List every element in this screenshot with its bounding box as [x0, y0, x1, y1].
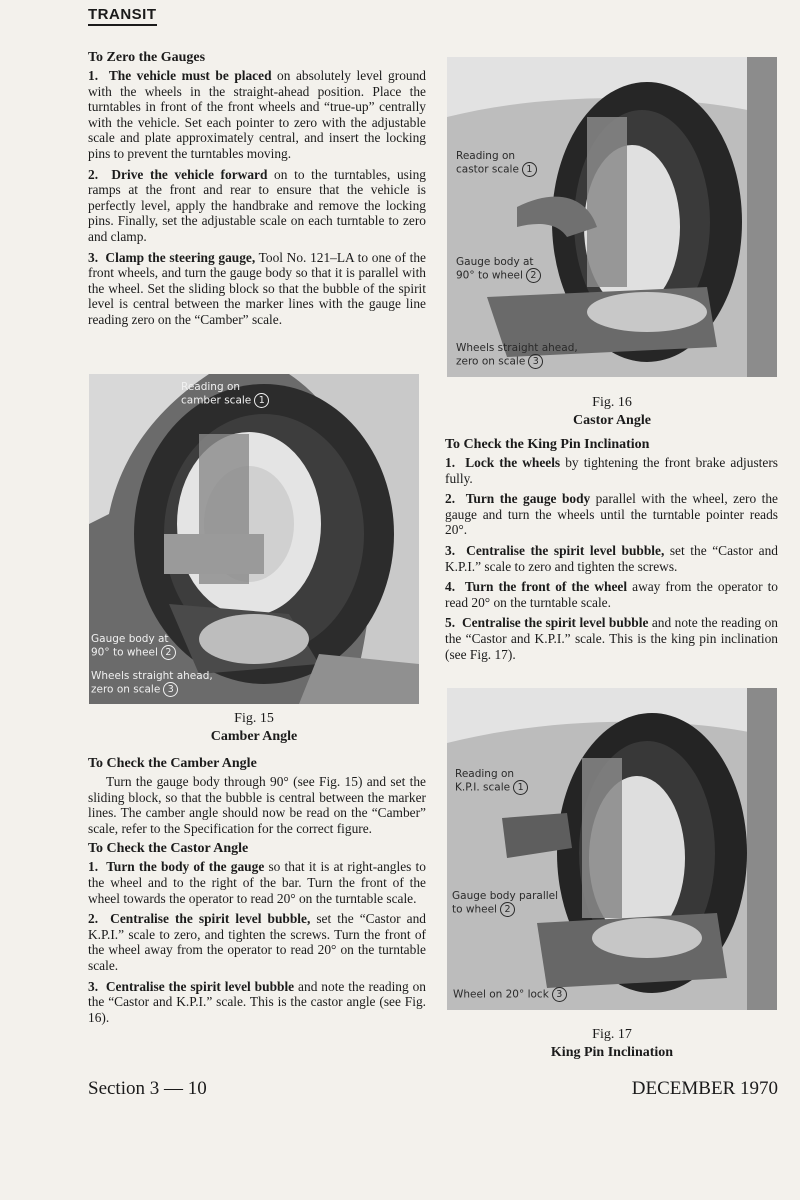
- castor-step-2: 2. Centralise the spirit level bubble, set the “Castor and K.P.I.” scale to zero, and tighten the screws. Turn the front of the wheel away from the operator to read 20° on the turntable scale.: [88, 911, 426, 973]
- kpi-heading: To Check the King Pin Inclination: [445, 437, 650, 452]
- castor-step-1: 1. Turn the body of the gauge so that it is at right-angles to the wheel and to the right of the bar. Turn the front of the wheel towards the operator to read 20° on the turntable scale.: [88, 859, 426, 906]
- fig16-photo: [447, 57, 777, 377]
- zero-step-3: 3. Clamp the steering gauge, Tool No. 121–LA to one of the front wheels, and turn the gauge body so that it is parallel with the wheel. Set the sliding block so that the bubble of the spirit level is central between the marker lines with the gauge line reading zero on the “Camber” scale.: [88, 249, 426, 327]
- kpi-step-4: 4. Turn the front of the wheel away from the operator to read 20° on the turntable scale.: [445, 579, 779, 610]
- fig17-callout-2: Gauge body parallel to wheel 2: [452, 890, 559, 916]
- camber-castor-section: [88, 756, 426, 1030]
- running-header: TRANSIT: [88, 6, 157, 26]
- fig17-callout-1: Reading on K.P.I. scale 1: [455, 768, 528, 795]
- kpi-section: [445, 437, 778, 667]
- footer-date: DECEMBER 1970: [631, 1078, 778, 1099]
- zero-step-1: 1. The vehicle must be placed on absolutely level ground with the wheels in the straight-ahead position. Place the turntables in front of the front wheels and “true-up” centrally with the vehicle. Set each pointer to zero with the adjustable scale and plate approximately central, and insert the locking pins to prevent the turntables moving.: [88, 68, 426, 161]
- kpi-step-5: 5. Centralise the spirit level bubble and note the reading on the “Castor and K.P.I.” scale. This is the king pin inclination (see Fig. 17).: [445, 615, 778, 662]
- fig15-callout-3: Wheels straight ahead, zero on scale 3: [91, 670, 213, 696]
- fig15-callout-2: Gauge body at 90° to wheel 2: [91, 633, 176, 660]
- footer-section-number: Section 3 — 10: [88, 1078, 207, 1099]
- zero-gauges-heading: To Zero the Gauges: [88, 50, 206, 65]
- fig17-callout-3: Wheel on 20° lock 3: [453, 987, 567, 1002]
- zero-gauges-section: [88, 50, 426, 333]
- fig16-callout-1: Reading on castor scale 1: [456, 150, 537, 177]
- castor-heading: To Check the Castor Angle: [88, 841, 249, 857]
- fig16-callout-3: Wheels straight ahead, zero on scale 3: [456, 342, 578, 368]
- zero-step-2: 2. Drive the vehicle forward on to the turntables, using ramps at the front and rear to ensure that the vehicle is perfectly level, apply the handbrake and remove the locking pins. Finally, set the adjustable scale on each turntable to zero and clamp.: [88, 166, 426, 244]
- fig16-caption: Fig. 16 Castor Angle: [573, 395, 651, 428]
- kpi-step-1: 1. Lock the wheels by tightening the front brake adjusters fully.: [445, 455, 778, 486]
- castor-step-3: 3. Centralise the spirit level bubble and note the reading on the “Castor and K.P.I.” scale. This is the castor angle (see Fig. 16).: [88, 978, 427, 1025]
- camber-text: Turn the gauge body through 90° (see Fig. 15) and set the sliding block, so that the bubble is central between the marker lines. The camber angle should now be read on the “Camber” scale, refer to the Specification for the correct figure.: [88, 774, 426, 836]
- kpi-step-3: 3. Centralise the spirit level bubble, set the “Castor and K.P.I.” scale to zero and tighten the screws.: [445, 542, 778, 574]
- fig17-caption: Fig. 17 King Pin Inclination: [550, 1027, 674, 1060]
- fig16-callout-2: Gauge body at 90° to wheel 2: [456, 256, 541, 283]
- fig15-callout-1: Reading on camber scale 1: [181, 381, 269, 408]
- fig17-photo: [447, 688, 777, 1010]
- kpi-step-2: 2. Turn the gauge body parallel with the wheel, zero the gauge and turn the wheels until the turntable pointer reads 20°.: [445, 491, 778, 538]
- fig15-caption: Fig. 15 Camber Angle: [210, 711, 298, 744]
- camber-heading: To Check the Camber Angle: [88, 756, 257, 771]
